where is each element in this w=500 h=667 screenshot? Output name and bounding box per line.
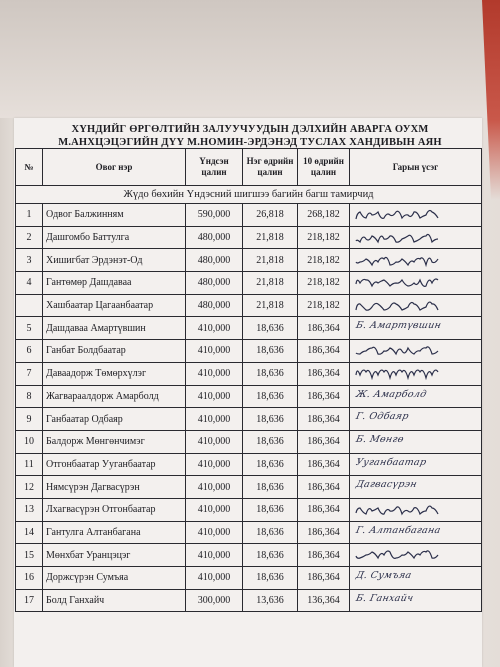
table-header-row xyxy=(16,149,482,186)
ten-day-salary: 218,182 xyxy=(298,294,350,317)
base-salary: 410,000 xyxy=(186,385,243,408)
signature-cell xyxy=(350,544,482,567)
signature-cell xyxy=(350,476,482,499)
signature-cell xyxy=(350,226,482,249)
person-name: Одвог Балжинням xyxy=(43,204,186,227)
ten-day-salary: 186,364 xyxy=(298,385,350,408)
person-name: Болд Ганхайч xyxy=(43,589,186,612)
one-day-salary: 18,636 xyxy=(243,476,298,499)
signature-cell xyxy=(350,567,482,590)
ten-day-salary: 186,364 xyxy=(298,408,350,431)
row-number: 7 xyxy=(16,362,43,385)
base-salary: 300,000 xyxy=(186,589,243,612)
row-number: 1 xyxy=(16,204,43,227)
person-name: Лхагвасүрэн Отгонбаатар xyxy=(43,498,186,521)
table-row xyxy=(16,430,482,453)
col-header-ten-day-salary: 10 өдрийн цалин xyxy=(298,149,350,186)
signature-scribble xyxy=(354,229,444,247)
person-name: Ганбат Болдбаатар xyxy=(43,340,186,363)
handwritten-signature: Г. Одбаяр xyxy=(354,411,410,423)
person-name: Хишигбат Эрдэнэт-Од xyxy=(43,249,186,272)
row-number: 13 xyxy=(16,498,43,521)
ten-day-salary: 186,364 xyxy=(298,476,350,499)
signature-scribble xyxy=(354,297,444,315)
person-name: Дашгомбо Баттулга xyxy=(43,226,186,249)
table-row xyxy=(16,408,482,431)
table-row xyxy=(16,226,482,249)
one-day-salary: 18,636 xyxy=(243,567,298,590)
col-header-name: Овог нэр xyxy=(43,149,186,186)
table-row xyxy=(16,385,482,408)
table-row xyxy=(16,567,482,590)
table-caption-row xyxy=(16,186,482,204)
handwritten-signature: Дагвасүрэн xyxy=(354,479,418,491)
table-row xyxy=(16,272,482,295)
signature-cell xyxy=(350,317,482,340)
signature-scribble xyxy=(354,365,444,383)
base-salary: 410,000 xyxy=(186,521,243,544)
signature-cell xyxy=(350,362,482,385)
row-number: 6 xyxy=(16,340,43,363)
salary-table xyxy=(15,148,482,612)
base-salary: 410,000 xyxy=(186,567,243,590)
ten-day-salary: 186,364 xyxy=(298,498,350,521)
table-row xyxy=(16,521,482,544)
one-day-salary: 18,636 xyxy=(243,408,298,431)
signature-scribble xyxy=(354,274,444,292)
base-salary: 410,000 xyxy=(186,476,243,499)
signature-scribble xyxy=(354,342,444,360)
person-name: Даваадорж Төмөрхүлэг xyxy=(43,362,186,385)
base-salary: 410,000 xyxy=(186,544,243,567)
row-number: 12 xyxy=(16,476,43,499)
ten-day-salary: 186,364 xyxy=(298,362,350,385)
signature-cell xyxy=(350,294,482,317)
document-title-line-2: М.АНХЦЭЦЭГИЙН ДҮҮ М.НОМИН-ЭРДЭНЭД ТУСЛАХ ХАНДИВЫН АЯН xyxy=(58,137,442,148)
handwritten-signature: Ж. Амарболд xyxy=(354,388,428,400)
row-number xyxy=(16,294,43,317)
ten-day-salary: 186,364 xyxy=(298,544,350,567)
base-salary: 410,000 xyxy=(186,430,243,453)
handwritten-signature: Ууганбаатар xyxy=(354,456,428,468)
ten-day-salary: 186,364 xyxy=(298,340,350,363)
ten-day-salary: 186,364 xyxy=(298,521,350,544)
document-title-line-1: ХҮНДИЙГ ӨРГӨЛТИЙН ЗАЛУУЧУУДЫН ДЭЛХИЙН АВАРГА ОУХМ xyxy=(71,124,429,135)
row-number: 10 xyxy=(16,430,43,453)
table-row xyxy=(16,249,482,272)
base-salary: 480,000 xyxy=(186,294,243,317)
one-day-salary: 18,636 xyxy=(243,453,298,476)
base-salary: 410,000 xyxy=(186,317,243,340)
person-name: Жагвараалдорж Амарболд xyxy=(43,385,186,408)
signature-cell xyxy=(350,204,482,227)
base-salary: 410,000 xyxy=(186,408,243,431)
table-row xyxy=(16,294,482,317)
ten-day-salary: 218,182 xyxy=(298,226,350,249)
row-number: 8 xyxy=(16,385,43,408)
one-day-salary: 18,636 xyxy=(243,498,298,521)
row-number: 5 xyxy=(16,317,43,340)
one-day-salary: 21,818 xyxy=(243,294,298,317)
ten-day-salary: 186,364 xyxy=(298,453,350,476)
base-salary: 590,000 xyxy=(186,204,243,227)
col-header-one-day-salary: Нэг өдрийн цалин xyxy=(243,149,298,186)
table-row xyxy=(16,498,482,521)
signature-cell xyxy=(350,408,482,431)
person-name: Отгонбаатар Ууганбаатар xyxy=(43,453,186,476)
handwritten-signature: Б. Мөнгө xyxy=(354,433,405,445)
signature-cell xyxy=(350,385,482,408)
person-name: Ганбаатар Одбаяр xyxy=(43,408,186,431)
person-name: Мөнхбат Уранцэцэг xyxy=(43,544,186,567)
row-number: 16 xyxy=(16,567,43,590)
signature-cell xyxy=(350,272,482,295)
row-number: 11 xyxy=(16,453,43,476)
ten-day-salary: 218,182 xyxy=(298,272,350,295)
one-day-salary: 21,818 xyxy=(243,272,298,295)
one-day-salary: 21,818 xyxy=(243,249,298,272)
person-name: Гантулга Алтанбагана xyxy=(43,521,186,544)
base-salary: 410,000 xyxy=(186,362,243,385)
table-row xyxy=(16,453,482,476)
ten-day-salary: 218,182 xyxy=(298,249,350,272)
ten-day-salary: 186,364 xyxy=(298,430,350,453)
base-salary: 480,000 xyxy=(186,272,243,295)
one-day-salary: 13,636 xyxy=(243,589,298,612)
one-day-salary: 18,636 xyxy=(243,544,298,567)
base-salary: 480,000 xyxy=(186,249,243,272)
row-number: 4 xyxy=(16,272,43,295)
signature-scribble xyxy=(354,501,444,519)
person-name: Нямсүрэн Дагвасүрэн xyxy=(43,476,186,499)
handwritten-signature: Г. Алтанбагана xyxy=(354,524,442,536)
person-name: Балдорж Мөнгөнчимэг xyxy=(43,430,186,453)
row-number: 9 xyxy=(16,408,43,431)
one-day-salary: 18,636 xyxy=(243,317,298,340)
ten-day-salary: 136,364 xyxy=(298,589,350,612)
table-row xyxy=(16,544,482,567)
table-row xyxy=(16,317,482,340)
row-number: 15 xyxy=(16,544,43,567)
signature-cell xyxy=(350,589,482,612)
table-row xyxy=(16,204,482,227)
background-surface xyxy=(0,0,500,118)
signature-scribble xyxy=(354,546,444,564)
row-number: 2 xyxy=(16,226,43,249)
table-row xyxy=(16,589,482,612)
signature-cell xyxy=(350,430,482,453)
one-day-salary: 18,636 xyxy=(243,430,298,453)
one-day-salary: 18,636 xyxy=(243,385,298,408)
col-header-number: № xyxy=(16,149,43,186)
one-day-salary: 18,636 xyxy=(243,362,298,385)
base-salary: 410,000 xyxy=(186,340,243,363)
table-row xyxy=(16,362,482,385)
handwritten-signature: Б. Амартүвшин xyxy=(354,320,443,332)
handwritten-signature: Б. Ганхайч xyxy=(354,592,415,604)
col-header-base-salary: Үндсэн цалин xyxy=(186,149,243,186)
signature-scribble xyxy=(354,251,444,269)
one-day-salary: 18,636 xyxy=(243,521,298,544)
table-row xyxy=(16,476,482,499)
one-day-salary: 21,818 xyxy=(243,226,298,249)
signature-cell xyxy=(350,340,482,363)
row-number: 3 xyxy=(16,249,43,272)
col-header-signature: Гарын үсэг xyxy=(350,149,482,186)
person-name: Доржсүрэн Сумъяа xyxy=(43,567,186,590)
ten-day-salary: 186,364 xyxy=(298,567,350,590)
person-name: Дашдаваа Амартүвшин xyxy=(43,317,186,340)
ten-day-salary: 268,182 xyxy=(298,204,350,227)
signature-cell xyxy=(350,249,482,272)
signature-cell xyxy=(350,453,482,476)
table-caption: Жүдо бөхийн Үндэсний шигшээ багийн багш тамирчид xyxy=(16,186,482,204)
base-salary: 480,000 xyxy=(186,226,243,249)
row-number: 14 xyxy=(16,521,43,544)
signature-scribble xyxy=(354,206,444,224)
table-row xyxy=(16,340,482,363)
one-day-salary: 18,636 xyxy=(243,340,298,363)
one-day-salary: 26,818 xyxy=(243,204,298,227)
person-name: Гантөмөр Дашдаваа xyxy=(43,272,186,295)
signature-cell xyxy=(350,521,482,544)
row-number: 17 xyxy=(16,589,43,612)
ten-day-salary: 186,364 xyxy=(298,317,350,340)
base-salary: 410,000 xyxy=(186,453,243,476)
handwritten-signature: Д. Сумъяа xyxy=(354,570,413,581)
signature-cell xyxy=(350,498,482,521)
person-name: Хашбаатар Цагаанбаатар xyxy=(43,294,186,317)
base-salary: 410,000 xyxy=(186,498,243,521)
